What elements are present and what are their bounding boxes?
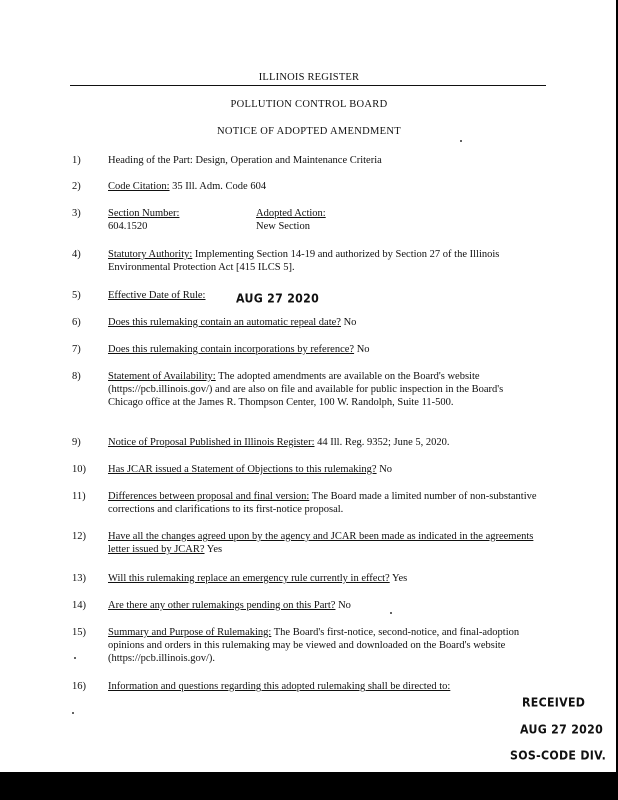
item-text: No bbox=[379, 464, 393, 475]
scan-speck bbox=[390, 612, 392, 614]
division-stamp: SOS-CODE DIV. bbox=[510, 748, 607, 763]
item-number: 1) bbox=[72, 155, 81, 166]
notice-title: NOTICE OF ADOPTED AMENDMENT bbox=[217, 126, 401, 137]
item-text: 44 Ill. Reg. 9352; June 5, 2020. bbox=[317, 437, 450, 448]
item-text: Yes bbox=[391, 573, 408, 584]
received-date-stamp: AUG 27 2020 bbox=[520, 722, 604, 737]
scan-speck bbox=[72, 712, 74, 714]
item-number: 8) bbox=[72, 371, 81, 382]
item-label: Effective Date of Rule: bbox=[108, 290, 206, 301]
scan-speck bbox=[460, 140, 462, 142]
item-text: No bbox=[356, 344, 370, 355]
item-text: Yes bbox=[206, 544, 223, 555]
item-text: The Board made a limited number of non-substantive corrections and clarifications to its first-notice proposal. bbox=[108, 491, 537, 515]
header-rule bbox=[70, 85, 546, 86]
section-number-label: Section Number: bbox=[108, 208, 180, 219]
item-label: Heading of the Part: bbox=[108, 155, 193, 166]
item-text: The Board's first-notice, second-notice, and final-adoption opinions and orders in this rulemaking may be viewed and downloaded on the Board's website (https://pcb.illinois.gov/). bbox=[108, 627, 520, 664]
item-number: 9) bbox=[72, 437, 81, 448]
item-label: Statutory Authority: bbox=[108, 249, 193, 260]
item-number: 16) bbox=[72, 681, 86, 692]
adopted-action-value: New Section bbox=[256, 221, 310, 232]
scan-speck bbox=[74, 657, 76, 659]
item-number: 11) bbox=[72, 491, 86, 502]
item-number: 6) bbox=[72, 317, 81, 328]
item-number: 4) bbox=[72, 249, 81, 260]
item-text: Design, Operation and Maintenance Criteria bbox=[195, 155, 382, 166]
item-label: Summary and Purpose of Rulemaking: bbox=[108, 627, 272, 638]
item-label: Differences between proposal and final version: bbox=[108, 491, 310, 502]
adopted-action-label: Adopted Action: bbox=[256, 208, 326, 219]
item-number: 10) bbox=[72, 464, 86, 475]
item-number: 3) bbox=[72, 208, 81, 219]
scan-bottom-bar bbox=[0, 772, 618, 800]
item-text: No bbox=[338, 600, 351, 611]
item-label: Are there any other rulemakings pending on this Part? bbox=[108, 600, 336, 611]
register-header: ILLINOIS REGISTER bbox=[258, 72, 360, 83]
item-label: Notice of Proposal Published in Illinois Register: bbox=[108, 437, 315, 448]
item-label: Does this rulemaking contain an automatic repeal date? bbox=[108, 317, 341, 328]
received-stamp: RECEIVED bbox=[522, 695, 586, 710]
item-label: Code Citation: bbox=[108, 181, 170, 192]
item-text: The adopted amendments are available on the Board's website (https://pcb.illinois.gov/) and are also on file and available for public inspection in the Board's Chicago office at the James R. Thompson Center, 100 W. Randolph, Suite 11-500. bbox=[108, 371, 504, 408]
item-number: 15) bbox=[72, 627, 86, 638]
item-number: 2) bbox=[72, 181, 81, 192]
effective-date-stamp: AUG 27 2020 bbox=[236, 291, 320, 306]
item-number: 12) bbox=[72, 531, 86, 542]
item-number: 14) bbox=[72, 600, 86, 611]
item-text: Implementing Section 14-19 and authorized by Section 27 of the Illinois Environmental Protection Act [415 ILCS 5]. bbox=[108, 249, 500, 273]
item-label: Has JCAR issued a Statement of Objections to this rulemaking? bbox=[108, 464, 377, 475]
item-label: Information and questions regarding this adopted rulemaking shall be directed to: bbox=[108, 681, 451, 692]
item-3 bbox=[72, 207, 542, 235]
item-number: 13) bbox=[72, 573, 86, 584]
item-label: Statement of Availability: bbox=[108, 371, 216, 382]
section-number-value: 604.1520 bbox=[108, 221, 148, 232]
item-number: 7) bbox=[72, 344, 81, 355]
item-number: 5) bbox=[72, 290, 81, 301]
item-label: Have all the changes agreed upon by the agency and JCAR been made as indicated in the agreements letter issued by JCAR? bbox=[108, 531, 534, 555]
item-label: Does this rulemaking contain incorporations by reference? bbox=[108, 344, 355, 355]
board-title: POLLUTION CONTROL BOARD bbox=[230, 99, 388, 110]
item-text: 35 Ill. Adm. Code 604 bbox=[172, 181, 267, 192]
item-text: No bbox=[343, 317, 357, 328]
item-label: Will this rulemaking replace an emergency rule currently in effect? bbox=[108, 573, 390, 584]
